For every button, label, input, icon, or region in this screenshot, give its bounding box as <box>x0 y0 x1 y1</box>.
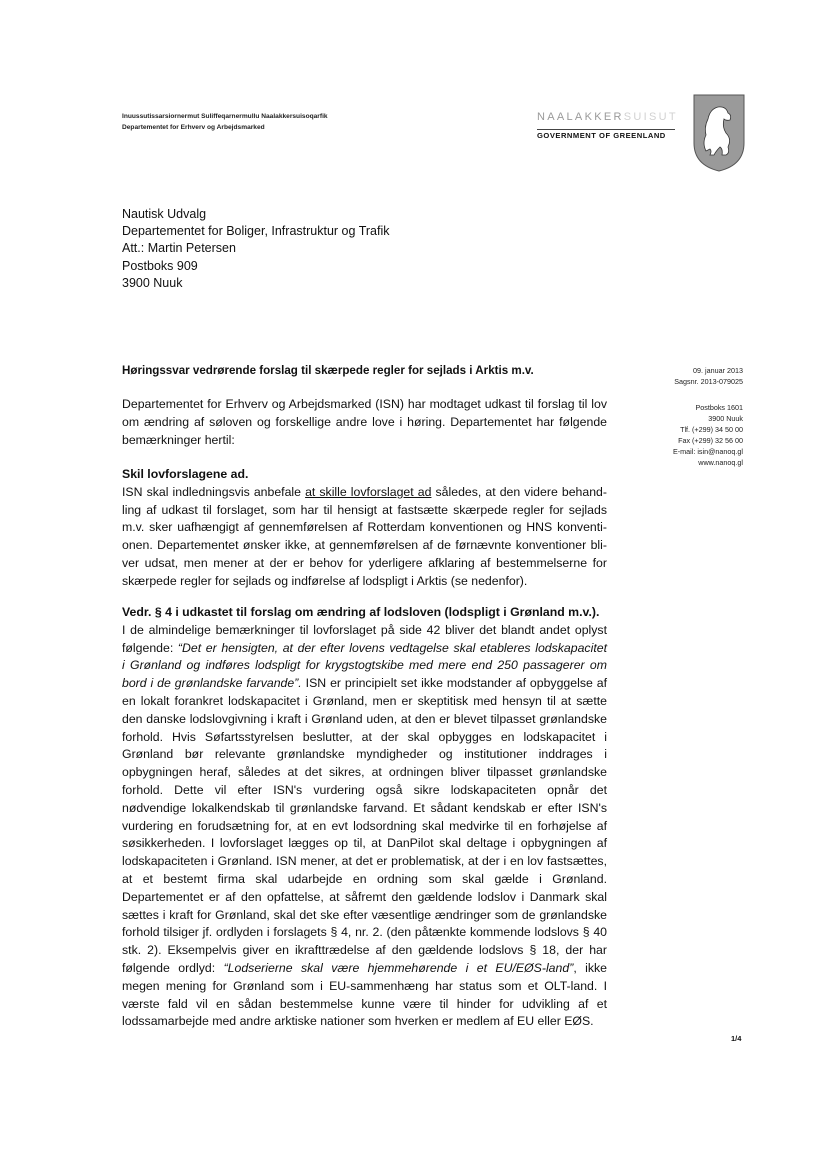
text-line: skærpede regler for sejlads og indførelse af lodspligt i Arktis (se nedenfor). <box>122 573 528 588</box>
quote-text: i Grønland og indføres lodspligt for krygstogtskibe med mere end 250 passagerer om <box>122 658 607 673</box>
contact-line: Fax (+299) 32 56 00 <box>678 436 743 445</box>
underlined-phrase: at skille lovforslaget ad <box>305 484 432 499</box>
naal-main: NAALAKKER <box>537 111 624 123</box>
text-line <box>122 960 607 978</box>
text-line: stk. 2). Eksempelvis giver en ikrafttrædelse af den gældende lodslovs § 18, der har <box>122 943 607 958</box>
recipient-line: Departementet for Boliger, Infrastruktur og Trafik <box>122 224 390 239</box>
contact-block <box>673 402 743 468</box>
letter-date: 09. januar 2013 <box>693 366 743 375</box>
text-line: megen mening for Grønland som i EU-sammenhæng har status som et OLT-land. I <box>122 978 607 993</box>
recipient-line: 3900 Nuuk <box>122 275 183 290</box>
section-split-bills <box>122 466 607 591</box>
greenland-coat-of-arms-icon <box>692 93 746 173</box>
text-line: forhold. Dette vil efter ISN's vurdering også sikre lodskapaciteten opnår det <box>122 782 607 797</box>
naalakkersuisut-wordmark <box>537 111 678 123</box>
text-line <box>122 640 607 658</box>
naal-faint: SUISUT <box>623 111 678 123</box>
text-line <box>122 675 607 693</box>
text-line: at et bestemt firma skal udarbejde en ordning som skal gælde i Grønland. <box>122 871 607 886</box>
recipient-line: Postboks 909 <box>122 258 198 273</box>
department-name-danish: Departementet for Erhverv og Arbejdsmarked <box>122 124 265 131</box>
text-line: I de almindelige bemærkninger til lovforslaget på side 42 bliver det blandt andet oplyst <box>122 622 607 637</box>
recipient-line: Att.: Martin Petersen <box>122 241 236 256</box>
page-number: 1/4 <box>731 1034 742 1043</box>
text-line: bemærkninger hertil: <box>122 432 235 447</box>
department-names <box>122 111 328 133</box>
contact-line: Postboks 1601 <box>695 403 743 412</box>
section-title: Vedr. § 4 i udkastet til forslag om ændring af lodsloven (lodspligt i Grønland m.v.). <box>122 605 600 619</box>
letterhead-rule <box>537 129 675 130</box>
case-number: Sagsnr. 2013-079025 <box>674 377 743 386</box>
department-name-kalaallisut: Inuussutissarsiornermut Suliffeqarnermullu Naalakkersuisoqarfik <box>122 113 328 120</box>
text-line: den danske lodslovgivning i kraft i Grønland uden, at den er blevet tilpasset grønlandske <box>122 711 607 726</box>
text-line: lodssamarbejde med andre arktiske nationer som hverken er medlem af EU eller EØS. <box>122 1014 594 1029</box>
text-line: sættes i kraft for Grønland, skal det ske efter væsentlige ændringer som de grønlandske <box>122 907 607 922</box>
text-run: således, at den videre behand- <box>431 484 607 499</box>
date-block <box>674 365 743 387</box>
text-run: følgende: <box>122 640 178 655</box>
text-line: forhold. Hvis Søfartsstyrelsen beslutter, at der skal opbygges en lodskapacitet i <box>122 729 607 744</box>
text-run: ISN er principielt set ikke modstander af opbyggelse af <box>301 676 607 691</box>
recipient-line: Nautisk Udvalg <box>122 207 207 221</box>
quote-text: “Det er hensigten, at der efter lovens vedtagelse skal etableres lodskapacitet <box>177 640 607 655</box>
text-line: Departementet er af den opfattelse, at såfremt den gældende lodslov i Danmark skal <box>122 889 607 904</box>
quote-text: “Lodserierne skal være hjemmehørende i et EU/EØS-land” <box>223 960 574 975</box>
section-title: Skil lovforslagene ad. <box>122 467 249 481</box>
text-line: opbygningen heraf, således at det sikres, at ordningen bliver tilpasset grønlandske <box>122 765 607 780</box>
text-line: m.v. sker uafhængigt af gennemførelsen af Rotterdam konventionen og HNS konventi- <box>122 520 607 535</box>
text-run: ISN skal indledningsvis anbefale <box>122 484 306 499</box>
text-line: ling af udkast til forslaget, som har til hensigt at fastsætte skærpede regler for sejlads <box>122 502 607 517</box>
text-line: ver udsat, men mener at der er behov for yderligere afklaring af bestemmelserne for <box>122 555 607 570</box>
text-run: følgende ordlyd: <box>122 960 224 975</box>
recipient-address <box>122 206 389 292</box>
text-line: onen. Departementet ønsker ikke, at gennemførelsen af de førnævnte konventioner bli- <box>122 538 607 553</box>
section-pilotage <box>122 604 607 1031</box>
contact-email: E-mail: isin@nanoq.gl <box>672 447 743 456</box>
letter-subject-heading: Høringssvar vedrørende forslag til skærpede regler for sejlads i Arktis m.v. <box>122 364 534 377</box>
text-line: en lokalt forankret lodskapacitet i Grønland, men er skeptitisk med hensyn til at sætte <box>122 693 607 708</box>
contact-line: Tlf. (+299) 34 50 00 <box>680 425 743 434</box>
text-line: Grønland bør relevante grønlandske myndigheder og institutioner inddrages i <box>122 747 607 762</box>
text-line: forhold tilsiger jf. ordlyden i forslagets § 4, nr. 2. (den påtænkte kommende lodslovs § 40 <box>122 925 607 940</box>
contact-line: 3900 Nuuk <box>708 414 743 423</box>
text-line: nødvendige lokalkendskab til grønlandske farvand. Et sådant kendskab er efter ISN's <box>122 800 607 815</box>
text-line <box>122 484 607 502</box>
text-line: værste fald vil en sådan bestemmelse kunne være til hinder for udvikling af et <box>122 996 607 1011</box>
text-line: vurdering en forudsætning for, at en evt lodsordning skal medvirke til en forhøjelse af <box>122 818 607 833</box>
intro-paragraph <box>122 396 607 449</box>
text-line: søsikkerheden. I lovforslaget lægges op til, at DanPilot skal deltage i opbygningen af <box>122 836 607 851</box>
quote-text: bord i de grønlandske farvande”. <box>122 676 302 691</box>
text-line: lodskapaciteten i Grønland. ISN mener, at det er problematisk, at der i en lov fastsættes, <box>122 854 607 869</box>
text-line: om ændring af søloven og forskellige andre love i høring. Departementet har følgende <box>122 414 607 429</box>
government-of-greenland-label: GOVERNMENT OF GREENLAND <box>537 131 666 140</box>
text-line: Departementet for Erhverv og Arbejdsmarked (ISN) har modtaget udkast til forslag til lov <box>122 397 607 411</box>
text-run: , ikke <box>573 960 607 975</box>
contact-website: www.nanoq.gl <box>698 458 743 467</box>
